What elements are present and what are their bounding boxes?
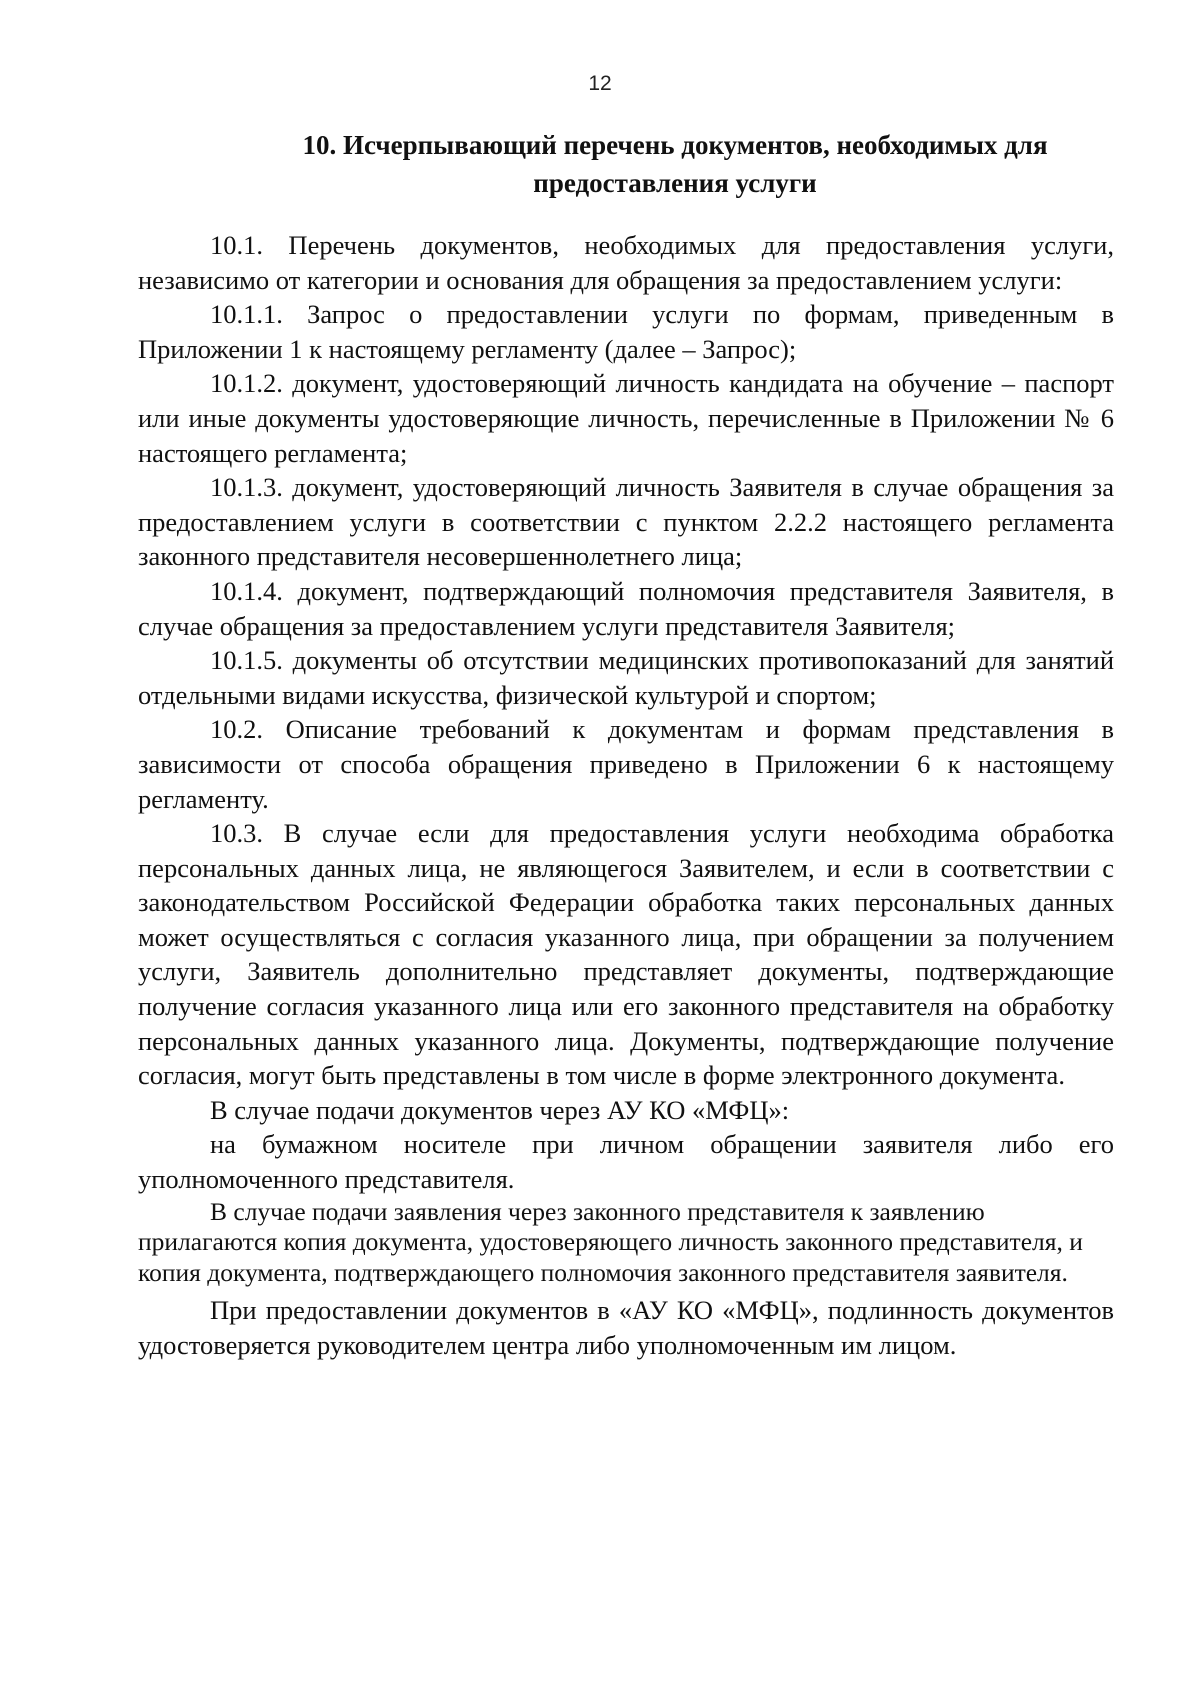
paragraph-paper-carrier: на бумажном носителе при личном обращении заявителя либо его уполномоченного представителя. <box>138 1129 1114 1195</box>
section-heading-line-1: 10. Исчерпывающий перечень документов, необходимых для <box>302 130 1048 160</box>
paragraph-legal-representative: В случае подачи заявления через законного представителя к заявлению прилагаются копия документа, удостоверяющего личность законного представителя, и копия документа, подтверждающего полномочия законного представителя заявителя. <box>138 1196 1083 1288</box>
paragraph-10-1-2: 10.1.2. документ, удостоверяющий личность кандидата на обучение – паспорт или иные документы удостоверяющие личность, перечисленные в Приложении № 6 настоящего регламента; <box>138 368 1114 468</box>
paragraph-10-1-1: 10.1.1. Запрос о предоставлении услуги по формам, приведенным в Приложении 1 к настоящему регламенту (далее – Запрос); <box>138 299 1114 364</box>
paragraph-10-1-3: 10.1.3. документ, удостоверяющий личность Заявителя в случае обращения за предоставлением услуги в соответствии с пунктом 2.2.2 настоящего регламента законного представителя несовершеннолетнего лица; <box>138 472 1114 572</box>
paragraph-authenticity: При предоставлении документов в «АУ КО «МФЦ», подлинность документов удостоверяется руководителем центра либо уполномоченным им лицом. <box>138 1295 1114 1360</box>
section-heading-line-2: предоставления услуги <box>533 168 817 198</box>
section-heading <box>250 126 1100 202</box>
paragraph-10-3: 10.3. В случае если для предоставления услуги необходима обработка персональных данных лица, не являющегося Заявителем, и если в соответствии с законодательством Российской Федерации обработка таких персональных данных может осуществляться с согласия указанного лица, при обращении за получением услуги, Заявитель дополнительно представляет документы, подтверждающие получение согласия указанного лица или его законного представителя на обработку персональных данных указанного лица. Документы, подтверждающие получение согласия, могут быть представлены в том числе в форме электронного документа. <box>138 818 1114 1091</box>
page-number: 12 <box>588 72 612 95</box>
paragraph-10-2: 10.2. Описание требований к документам и формам представления в зависимости от способа обращения приведено в Приложении 6 к настоящему регламенту. <box>138 714 1114 814</box>
paragraph-10-1-4: 10.1.4. документ, подтверждающий полномочия представителя Заявителя, в случае обращения за предоставлением услуги представителя Заявителя; <box>138 575 1114 641</box>
paragraph-mfc-submission: В случае подачи документов через АУ КО «МФЦ»: <box>210 1094 790 1125</box>
paragraph-10-1: 10.1. Перечень документов, необходимых для предоставления услуги, независимо от категории и основания для обращения за предоставлением услуги: <box>138 230 1114 295</box>
document-body <box>138 228 1114 1362</box>
paragraph-10-1-5: 10.1.5. документы об отсутствии медицинских противопоказаний для занятий отдельными видами искусства, физической культурой и спортом; <box>138 645 1114 710</box>
